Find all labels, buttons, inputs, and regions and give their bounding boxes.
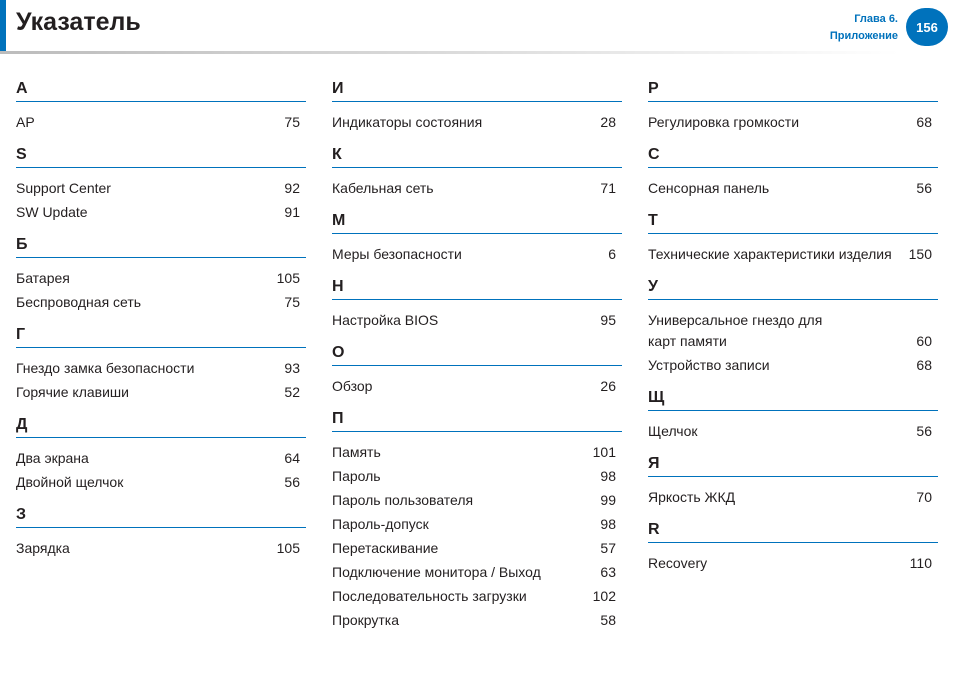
entry-term: Щелчок	[648, 423, 698, 439]
entry-page-number: 105	[276, 540, 300, 556]
index-entry	[648, 552, 938, 576]
index-section	[648, 209, 938, 267]
entry-page-number: 60	[916, 333, 932, 349]
index-entry	[16, 537, 306, 561]
index-section	[648, 275, 938, 378]
entry-page-number: 99	[600, 492, 616, 508]
entry-term: Пароль пользователя	[332, 492, 474, 508]
entry-page-number: 92	[284, 180, 300, 196]
index-entry	[332, 609, 622, 633]
entry-term: Двойной щелчок	[16, 474, 124, 490]
index-section	[332, 275, 622, 333]
index-entry	[648, 354, 938, 378]
index-entry	[332, 513, 622, 537]
index-entry	[648, 486, 938, 510]
entry-term: Support Center	[16, 180, 111, 196]
index-section	[16, 143, 306, 225]
index-section	[16, 77, 306, 135]
section-letter: Щ	[648, 386, 938, 411]
entry-term: Последовательность загрузки	[332, 588, 527, 604]
entry-page-number: 56	[284, 474, 300, 490]
index-section	[648, 143, 938, 201]
section-letter: З	[16, 503, 306, 528]
section-letter: Н	[332, 275, 622, 300]
entry-page-number: 150	[908, 246, 932, 262]
entry-page-number: 110	[909, 555, 932, 571]
index-entry	[648, 177, 938, 201]
index-entry	[648, 111, 938, 135]
index-entry	[332, 111, 622, 135]
header-divider	[0, 51, 900, 54]
entry-page-number: 52	[284, 384, 300, 400]
entry-term: Беспроводная сеть	[16, 294, 142, 310]
index-entry	[16, 267, 306, 291]
entry-page-number: 56	[916, 180, 932, 196]
entry-term: Recovery	[648, 555, 708, 571]
index-entry	[332, 585, 622, 609]
index-section	[648, 386, 938, 444]
index-column-3	[648, 77, 938, 584]
page-number-badge: 156	[906, 8, 948, 46]
entry-term: Батарея	[16, 270, 70, 286]
entry-term: Кабельная сеть	[332, 180, 434, 196]
index-entry	[16, 177, 306, 201]
index-section	[648, 452, 938, 510]
entry-page-number: 98	[600, 468, 616, 484]
entry-term: Настройка BIOS	[332, 312, 439, 328]
entry-term: Технические характеристики изделия	[648, 246, 892, 262]
entry-term: Индикаторы состояния	[332, 114, 483, 130]
index-section	[16, 233, 306, 315]
section-letter: Д	[16, 413, 306, 438]
entry-page-number: 57	[600, 540, 616, 556]
entry-page-number: 28	[600, 114, 616, 130]
index-entry	[648, 420, 938, 444]
index-entry	[16, 471, 306, 495]
index-entry	[332, 177, 622, 201]
entry-page-number: 70	[916, 489, 932, 505]
index-entry	[332, 309, 622, 333]
entry-term: Горячие клавиши	[16, 384, 129, 400]
section-letter: О	[332, 341, 622, 366]
section-letter: Б	[16, 233, 306, 258]
index-entry	[332, 441, 622, 465]
entry-page-number: 68	[916, 357, 932, 373]
index-section	[16, 503, 306, 561]
entry-term: SW Update	[16, 204, 88, 220]
entry-term: Зарядка	[16, 540, 70, 556]
index-entry	[16, 111, 306, 135]
section-letter: С	[648, 143, 938, 168]
entry-term: Пароль-допуск	[332, 516, 429, 532]
entry-page-number: 98	[600, 516, 616, 532]
entry-page-number: 26	[600, 378, 616, 394]
entry-page-number: 71	[600, 180, 616, 196]
index-entry	[16, 357, 306, 381]
index-entry	[332, 375, 622, 399]
index-section	[648, 77, 938, 135]
index-section	[16, 413, 306, 495]
title-accent-bar	[0, 0, 6, 52]
entry-page-number: 56	[916, 423, 932, 439]
section-letter: И	[332, 77, 622, 102]
entry-page-number: 95	[600, 312, 616, 328]
entry-term: Яркость ЖКД	[648, 489, 736, 505]
entry-term: Устройство записи	[648, 357, 770, 373]
section-letter: П	[332, 407, 622, 432]
entry-page-number: 75	[284, 114, 300, 130]
entry-term: Гнездо замка безопасности	[16, 360, 195, 376]
section-letter: S	[16, 143, 306, 168]
index-entry	[16, 291, 306, 315]
section-letter: К	[332, 143, 622, 168]
index-section	[332, 341, 622, 399]
entry-term: Подключение монитора / Выход	[332, 564, 541, 580]
section-label: Приложение	[829, 30, 898, 42]
index-column-1	[16, 77, 306, 569]
section-letter: A	[16, 77, 306, 102]
entry-page-number: 102	[592, 588, 616, 604]
entry-page-number: 58	[600, 612, 616, 628]
entry-term: Универсальное гнездо для карт памяти	[648, 312, 823, 349]
entry-term: Сенсорная панель	[648, 180, 770, 196]
index-section	[332, 407, 622, 633]
index-column-2	[332, 77, 622, 641]
entry-term: Пароль	[332, 468, 381, 484]
index-section	[332, 77, 622, 135]
entry-page-number: 6	[608, 246, 616, 262]
index-entry	[332, 489, 622, 513]
index-entry	[648, 243, 938, 267]
entry-term: Меры безопасности	[332, 246, 462, 262]
entry-term: Обзор	[332, 378, 373, 394]
entry-page-number: 64	[284, 450, 300, 466]
section-letter: Р	[648, 77, 938, 102]
section-letter: Я	[648, 452, 938, 477]
entry-term: AP	[16, 114, 35, 130]
entry-page-number: 91	[284, 204, 300, 220]
index-entry	[332, 465, 622, 489]
entry-page-number: 63	[600, 564, 616, 580]
entry-page-number: 93	[284, 360, 300, 376]
page-title: Указатель	[16, 8, 141, 36]
section-letter: М	[332, 209, 622, 234]
index-entry	[332, 561, 622, 585]
entry-term: Регулировка громкости	[648, 114, 800, 130]
index-entry	[332, 537, 622, 561]
section-letter: Т	[648, 209, 938, 234]
index-section	[648, 518, 938, 576]
section-letter: R	[648, 518, 938, 543]
index-entry	[332, 243, 622, 267]
entry-term: Два экрана	[16, 450, 89, 466]
entry-page-number: 75	[284, 294, 300, 310]
section-letter: Г	[16, 323, 306, 348]
entry-page-number: 105	[276, 270, 300, 286]
entry-page-number: 68	[916, 114, 932, 130]
chapter-label: Глава 6.	[854, 13, 898, 25]
entry-page-number: 101	[592, 444, 616, 460]
entry-term: Перетаскивание	[332, 540, 439, 556]
index-section	[332, 209, 622, 267]
index-entry	[16, 447, 306, 471]
index-section	[332, 143, 622, 201]
index-entry	[648, 309, 938, 354]
section-letter: У	[648, 275, 938, 300]
index-section	[16, 323, 306, 405]
entry-term: Память	[332, 444, 381, 460]
index-entry	[16, 201, 306, 225]
index-entry	[16, 381, 306, 405]
entry-term: Прокрутка	[332, 612, 400, 628]
chapter-info	[830, 11, 898, 45]
